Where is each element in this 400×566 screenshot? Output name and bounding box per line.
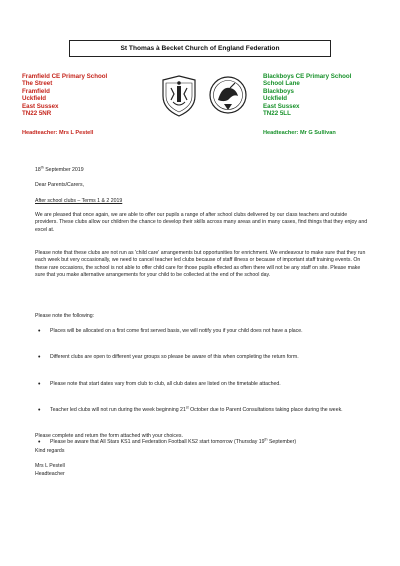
list-item-text: September) bbox=[267, 439, 297, 446]
framfield-school-block bbox=[22, 73, 162, 117]
framfield-address-line: East Sussex bbox=[22, 102, 59, 110]
list-item-text: Places will be allocated on a first come first served basis, we will notify you if your child does not have a place. bbox=[50, 328, 303, 334]
ordinal-suffix: th bbox=[264, 437, 268, 442]
bullet-icon: • bbox=[38, 439, 41, 447]
framfield-address-line: The Street bbox=[22, 80, 53, 88]
framfield-address-line: Framfield bbox=[22, 87, 50, 95]
signatory-role: Headteacher bbox=[35, 471, 65, 477]
sign-off: Kind regards bbox=[35, 448, 65, 454]
list-item-text: Different clubs are open to different year groups so please be aware of this when completing the return form. bbox=[50, 354, 299, 361]
list-item bbox=[35, 328, 369, 335]
list-item bbox=[35, 381, 369, 388]
list-item-text: Please be aware that All Stars KS1 and Federation Football KS2 start tomorrow (Thursday 19 bbox=[50, 439, 265, 446]
list-item-text: Teacher led clubs will not run during the week beginning 21 bbox=[50, 406, 186, 413]
blackboys-school-block bbox=[263, 73, 393, 117]
framfield-headteacher: Headteacher: Mrs L Pestell bbox=[22, 130, 94, 136]
childcare-paragraph: Please note that these clubs are not run as 'child care' arrangements but opportunities for enrichment. We endeavour to make sure that they run each week but very occasionally, we need to cancel teacher led clubs because of staff illness or because of important staff training events. On these rare occasions, the school is not able to offer child care for those pupils effected as often there will not be any staff on site. Please make sure that you make alternative arrangements for your child to be collected at the end of the school day. bbox=[35, 250, 366, 278]
intro-paragraph: We are pleased that once again, we are able to offer our pupils a range of after school clubs delivered by our class teachers and outside providers. These clubs allow our children the chance to develop their skills across many areas and in many cases, find things that they enjoy and excel at. bbox=[35, 212, 368, 233]
letter-date bbox=[35, 167, 369, 174]
bullet-icon: • bbox=[38, 380, 41, 388]
letter-subject: After school clubs – Terms 1 & 2 2019 bbox=[35, 198, 123, 204]
blackboys-address-line: Uckfield bbox=[263, 95, 288, 103]
closing-instruction: Please complete and return the form attached with your choices. bbox=[35, 433, 183, 439]
list-item bbox=[35, 354, 369, 361]
blackboys-school-name: Blackboys CE Primary School bbox=[263, 73, 352, 80]
bullet-icon: • bbox=[38, 354, 41, 362]
framfield-school-crest-icon bbox=[159, 74, 199, 118]
list-item-text: Please note that start dates vary from club to club, all club dates are listed on the timetable attached. bbox=[50, 380, 281, 387]
federation-title: St Thomas à Becket Church of England Federation bbox=[69, 40, 331, 57]
list-item-text: October due to Parent Consultations taking place during the week. bbox=[188, 406, 343, 413]
salutation: Dear Parents/Carers, bbox=[35, 182, 85, 188]
framfield-address-line: TN22 5NR bbox=[22, 110, 52, 118]
ordinal-suffix: st bbox=[185, 405, 189, 410]
date-suffix: th bbox=[40, 165, 44, 170]
bullet-icon: • bbox=[38, 406, 41, 414]
blackboys-headteacher: Headteacher: Mr G Sullivan bbox=[263, 130, 336, 136]
list-item bbox=[35, 407, 369, 414]
blackboys-address-line: Blackboys bbox=[263, 87, 294, 95]
blackboys-school-crest-icon bbox=[208, 74, 248, 118]
framfield-address-line: Uckfield bbox=[22, 95, 47, 103]
framfield-school-name: Framfield CE Primary School bbox=[22, 73, 108, 80]
blackboys-address-line: TN22 5LL bbox=[263, 110, 291, 118]
blackboys-address-line: East Sussex bbox=[263, 102, 300, 110]
date-day: 18 bbox=[35, 167, 41, 173]
signatory-name: Mrs L Pestell bbox=[35, 463, 65, 469]
bullet-icon: • bbox=[38, 328, 41, 335]
note-intro: Please note the following: bbox=[35, 313, 95, 319]
date-rest: September 2019 bbox=[43, 167, 84, 173]
blackboys-address-line: School Lane bbox=[263, 80, 300, 88]
